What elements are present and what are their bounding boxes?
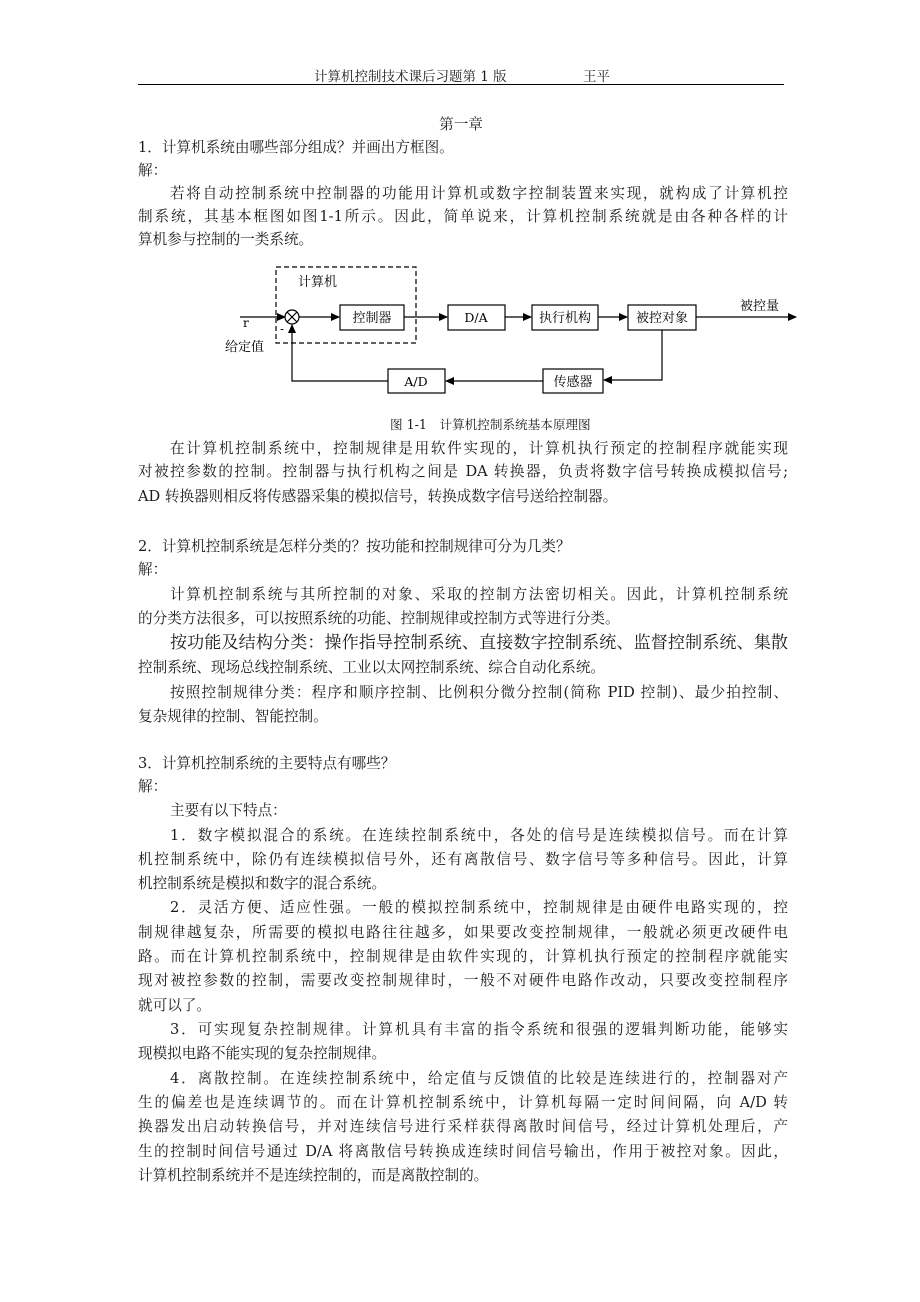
plant-label: 被控对象 xyxy=(635,311,689,326)
header-title: 计算机控制技术课后习题第 1 版 xyxy=(314,69,507,85)
q3-para-line: 主要有以下特点： xyxy=(170,802,287,819)
answer-label-3: 解： xyxy=(138,778,168,795)
q3-para-line: 2．灵活方便、适应性强。一般的模拟控制系统中，控制规律是由硬件电路实现的，控 xyxy=(170,899,788,916)
controller-label: 控制器 xyxy=(352,311,392,326)
r-label: r xyxy=(243,316,249,330)
q2-para-line: 按照控制规律分类：程序和顺序控制、比例积分微分控制(简称 PID 控制)、最少拍控制、 xyxy=(170,684,788,701)
figure-caption: 图 1-1 计算机控制系统基本原理图 xyxy=(390,417,591,432)
q1-para-line: 算机参与控制的一类系统。 xyxy=(138,231,314,248)
q2-para-line: 复杂规律的控制、智能控制。 xyxy=(138,708,328,725)
actuator-label: 执行机构 xyxy=(538,311,592,326)
q3-para-line: 机控制系统中，除仍有连续模拟信号外，还有离散信号、数字信号等多种信号。因此，计算 xyxy=(138,851,788,868)
q3-para-line: 就可以了。 xyxy=(138,997,211,1014)
block-diagram xyxy=(0,0,920,410)
question-3: 3．计算机控制系统的主要特点有哪些？ xyxy=(138,755,396,772)
q2-para-line: 控制系统、现场总线控制系统、工业以太网控制系统、综合自动化系统。 xyxy=(138,659,606,676)
q3-para-line: 现模拟电路不能实现的复杂控制规律。 xyxy=(138,1045,387,1062)
answer-label-1: 解： xyxy=(138,162,168,179)
q3-para-line: 1．数字模拟混合的系统。在连续控制系统中，各处的信号是连续模拟信号。而在计算 xyxy=(170,827,788,844)
q1-para-line: 若将自动控制系统中控制器的功能用计算机或数字控制装置来实现，就构成了计算机控 xyxy=(170,185,788,202)
summing-junction-icon xyxy=(285,310,299,324)
setpoint-label: 给定值 xyxy=(225,340,265,355)
q3-para-line: 4．离散控制。在连续控制系统中，给定值与反馈值的比较是连续进行的，控制器对产 xyxy=(170,1070,788,1087)
q2-para-line xyxy=(170,632,788,655)
q2-para-line: 的分类方法很多，可以按照系统的功能、控制规律或控制方式等进行分类。 xyxy=(138,610,620,627)
minus-sign: - xyxy=(280,322,285,336)
q3-para-line: 换器发出启动转换信号，并对连续信号进行采样获得离散时间信号，经过计算机处理后，产 xyxy=(138,1118,788,1135)
q3-para-line: 3．可实现复杂控制规律。计算机具有丰富的指令系统和很强的逻辑判断功能，能够实 xyxy=(170,1021,788,1038)
sensor-label: 传感器 xyxy=(553,375,593,390)
output-label: 被控量 xyxy=(740,299,780,314)
q2-heading-large: 按功能及结构分类：操作指导控制系统、直接数字控制系统、监督控制系统、集散 xyxy=(170,633,788,653)
q3-para-line: 制规律越复杂，所需要的模拟电路往往越多，如果要改变控制规律，一般就必须更改硬件电 xyxy=(138,924,788,941)
question-1: 1．计算机系统由哪些部分组成？并画出方框图。 xyxy=(138,139,454,156)
chapter-title: 第一章 xyxy=(439,116,483,133)
q3-para-line: 计算机控制系统并不是连续控制的，而是离散控制的。 xyxy=(138,1167,489,1184)
q2-para-line: 计算机控制系统与其所控制的对象、采取的控制方法密切相关。因此，计算机控制系统 xyxy=(170,586,788,603)
answer-label-2: 解： xyxy=(138,561,168,578)
q3-para-line: 机控制系统是模拟和数字的混合系统。 xyxy=(138,875,387,892)
question-2: 2．计算机控制系统是怎样分类的？按功能和控制规律可分为几类？ xyxy=(138,538,571,555)
q3-para-line: 生的控制时间信号通过 D/A 将离散信号转换成连续时间信号输出，作用于被控对象。因此， xyxy=(138,1143,788,1160)
q1-after-line: 对被控参数的控制。控制器与执行机构之间是 DA 转换器，负责将数字信号转换成模拟信号; xyxy=(138,463,788,480)
da-label: D/A xyxy=(464,310,488,325)
q1-para-line: 制系统，其基本框图如图1-1所示。因此，简单说来，计算机控制系统就是由各种各样的计 xyxy=(138,208,788,225)
header-author: 王平 xyxy=(583,69,610,85)
q3-para-line: 路。而在计算机控制系统中，控制规律是由软件实现的，计算机执行预定的控制程序就能实 xyxy=(138,948,788,965)
q1-after-line: AD 转换器则相反将传感器采集的模拟信号，转换成数字信号送给控制器。 xyxy=(138,488,618,505)
computer-label: 计算机 xyxy=(298,275,338,290)
q3-para-line: 生的偏差也是连续调节的。而在计算机控制系统中，计算机每隔一定时间间隔，向 A/D 转 xyxy=(138,1094,788,1111)
q1-after-line: 在计算机控制系统中，控制规律是用软件实现的，计算机执行预定的控制程序就能实现 xyxy=(170,440,788,457)
ad-label: A/D xyxy=(404,374,428,389)
q3-para-line: 现对被控参数的控制，需要改变控制规律时，一般不对硬件电路作改动，只要改变控制程序 xyxy=(138,972,788,989)
